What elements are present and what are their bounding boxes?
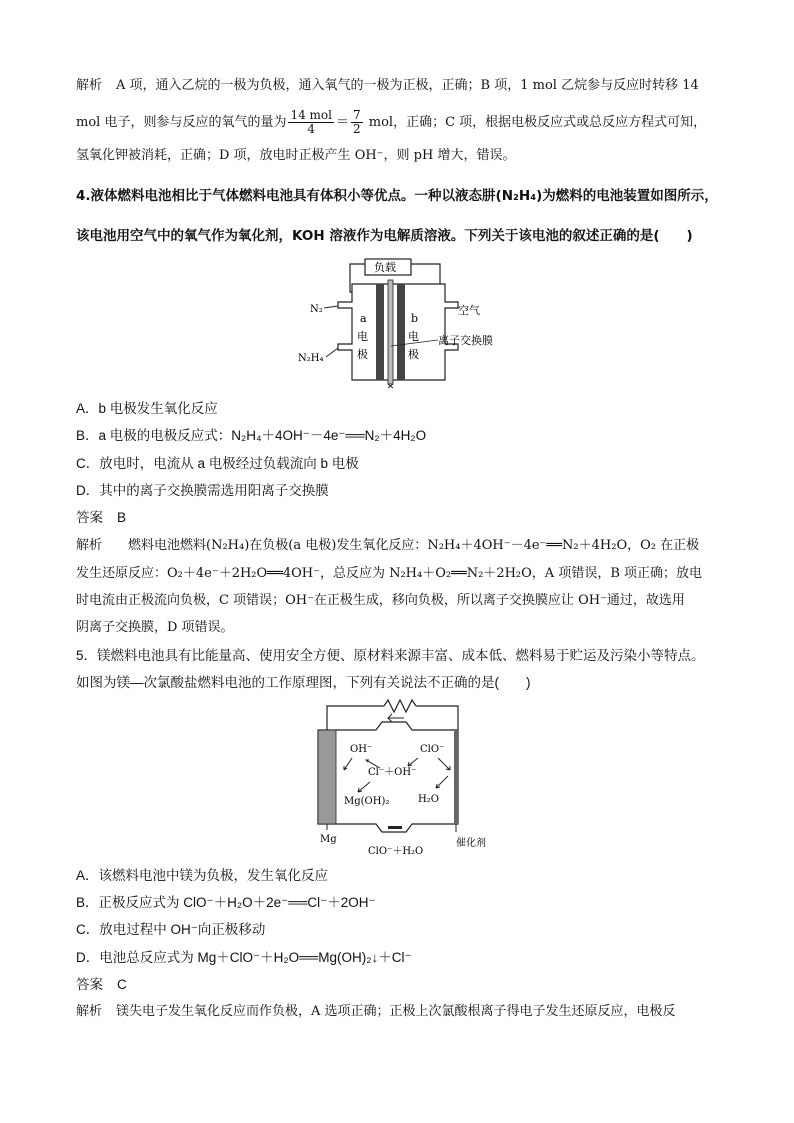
svg-text:ClO⁻: ClO⁻ [420, 744, 445, 755]
q4-option-d: D．其中的离子交换膜需选用阳离子交换膜 [76, 483, 329, 498]
membrane [388, 280, 393, 384]
q5-analysis-line1: 解析 镁失电子发生氧化反应而作负极，A 选项正确；正极上次氯酸根离子得电子发生还原反应，电极反 [76, 1004, 676, 1019]
q4-option-a: A．b 电极发生氧化反应 [76, 401, 218, 416]
air-label: 空气 [458, 304, 480, 317]
fuel-cell-diagram [290, 256, 520, 390]
svg-text:Cl⁻＋OH⁻: Cl⁻＋OH⁻ [368, 767, 417, 778]
mg-label: Mg [320, 834, 337, 845]
b-electrode [397, 284, 405, 380]
n2h4-label: N₂H₄ [298, 353, 324, 364]
q5-stem-line1: 5．镁燃料电池具有比能量高、使用安全方便、原材料来源丰富、成本低、燃料易于贮运及污染小等特点。 [76, 648, 705, 663]
q3-analysis-line2: mol 电子，则参与反应的氧气的量为 $\frac{\text{14 mol}}{4}$ ＝ $\frac{7}{2}$ mol，正确；C 项，根据电极反应式或总反应方程式可知， [76, 108, 707, 136]
q4-analysis-line4: 阴离子交换膜，D 项错误。 [76, 620, 234, 635]
q3-analysis-line1: 解析 A 项，通入乙烷的一极为负极，通入氧气的一极为正极，正确；B 项，1 mol 乙烷参与反应时转移 14 [76, 78, 699, 93]
catalyst-electrode [454, 730, 458, 824]
svg-text:OH⁻: OH⁻ [350, 744, 373, 755]
q5-option-b: B．正极反应式为 ClO⁻＋H₂O＋2e⁻══Cl⁻＋2OH⁻ [76, 895, 376, 910]
svg-text:极: 极 [408, 348, 419, 361]
a-electrode [376, 284, 384, 380]
svg-text:极: 极 [357, 348, 368, 361]
q5-option-d: D．电池总反应式为 Mg＋ClO⁻＋H₂O══Mg(OH)₂↓＋Cl⁻ [76, 950, 412, 965]
svg-text:电: 电 [357, 330, 368, 343]
q5-option-a: A．该燃料电池中镁为负极，发生氧化反应 [76, 868, 329, 883]
q5-stem-line2: 如图为镁—次氯酸盐燃料电池的工作原理图，下列有关说法不正确的是( ) [76, 675, 531, 690]
svg-text:H₂O: H₂O [418, 794, 439, 805]
svg-text:Mg(OH)₂: Mg(OH)₂ [344, 796, 390, 807]
q4-stem-line1: 4.液体燃料电池相比于气体燃料电池具有体积小等优点。一种以液态肼(N₂H₄)为燃料的电池装置如图所示， [76, 188, 718, 204]
svg-text:电: 电 [408, 330, 419, 343]
q4-option-b: B．a 电极的电极反应式：N₂H₄＋4OH⁻－4e⁻══N₂＋4H₂O [76, 428, 427, 443]
q4-analysis-line2: 发生还原反应：O₂＋4e⁻＋2H₂O══4OH⁻，总反应为 N₂H₄＋O₂══N₂＋2H₂O，A 项错误，B 项正确；放电 [76, 566, 703, 581]
fraction: $\frac{\text{14 mol}}{4}$ [290, 108, 332, 136]
q4-answer: 答案 B [76, 510, 127, 525]
mg-electrode [318, 730, 336, 824]
analysis-tag: 解析 [76, 78, 103, 93]
q4-option-c: C．放电时，电流从 a 电极经过负载流向 b 电极 [76, 456, 359, 471]
q4-stem-line2: 该电池用空气中的氧气作为氧化剂，KOH 溶液作为电解质溶液。下列关于该电池的叙述正确的是( ) [76, 228, 693, 244]
fraction: $\frac{7}{2}$ [353, 108, 361, 136]
membrane-label: 离子交换膜 [438, 334, 493, 347]
load-label: 负载 [374, 261, 396, 274]
q4-analysis-line3: 时电流由正极流向负极，C 项错误；OH⁻在正极生成，移向负极，所以离子交换膜应让 OH⁻通过，故选用 [76, 593, 685, 608]
n2-label: N₂ [310, 304, 323, 315]
q5-answer: 答案 C [76, 977, 127, 992]
mg-cell-diagram [312, 696, 492, 858]
a-electrode-label: a [360, 312, 367, 325]
clo-h2o-label: ClO⁻＋H₂O [368, 846, 424, 857]
q3-analysis-line3: 氢氧化钾被消耗，正确；D 项，放电时正极产生 OH⁻，则 pH 增大，错误。 [76, 148, 516, 163]
q4-analysis-line1: 解析 燃料电池燃料(N₂H₄)在负极(a 电极)发生氧化反应：N₂H₄＋4OH⁻－4e⁻══N₂＋4H₂O，O₂ 在正极 [76, 538, 700, 553]
b-electrode-label: b [411, 312, 419, 325]
catalyst-label: 催化剂 [456, 838, 486, 849]
q5-option-c: C．放电过程中 OH⁻向正极移动 [76, 922, 266, 937]
